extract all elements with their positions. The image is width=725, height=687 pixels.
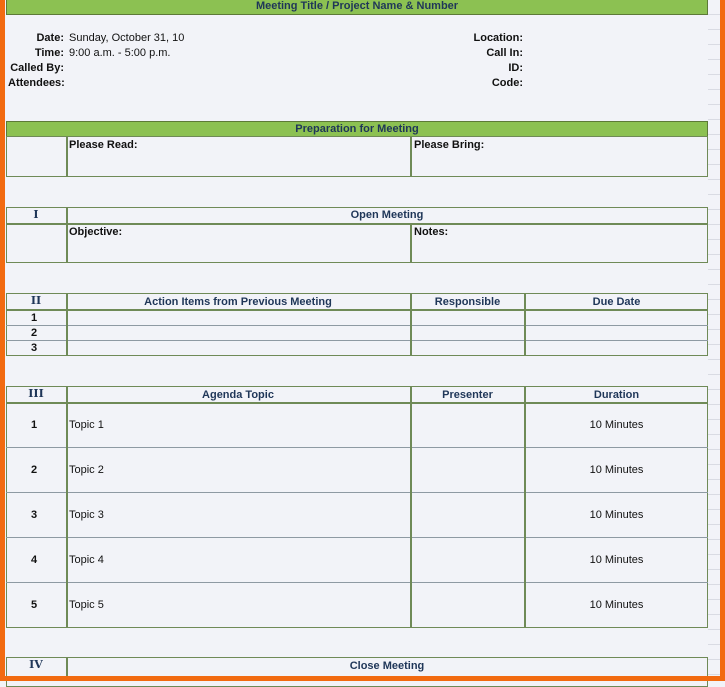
action-row-number: 2	[30, 327, 38, 339]
divider	[6, 223, 708, 225]
divider	[6, 309, 708, 311]
divider	[6, 447, 708, 448]
close-meeting-title: Close Meeting	[349, 660, 425, 672]
agenda-topic-column-header: Agenda Topic	[202, 389, 274, 401]
frame-border-right	[720, 0, 725, 681]
section-numeral-iv: IV	[29, 658, 43, 671]
meeting-title-bar	[6, 0, 708, 15]
frame-border-bottom	[0, 676, 725, 681]
duration-column-header: Duration	[593, 389, 640, 401]
divider	[6, 492, 708, 493]
divider	[410, 223, 412, 263]
notes-label: Notes:	[414, 226, 449, 238]
divider	[6, 582, 708, 583]
time-value: 9:00 a.m. - 5:00 p.m.	[69, 47, 171, 59]
id-label: ID:	[508, 62, 523, 74]
date-label: Date:	[36, 32, 64, 44]
agenda-row-number: 3	[30, 509, 38, 521]
agenda-duration: 10 Minutes	[589, 419, 644, 431]
agenda-topic: Topic 2	[69, 464, 104, 476]
preparation-header	[6, 121, 708, 137]
action-row-number: 1	[30, 312, 38, 324]
spreadsheet-gridlines	[708, 0, 720, 676]
frame-border-left	[0, 0, 5, 681]
agenda-duration: 10 Minutes	[589, 599, 644, 611]
attendees-label: Attendees:	[8, 77, 65, 89]
agenda-row-number: 4	[30, 554, 38, 566]
section-numeral-iii: III	[28, 387, 44, 400]
divider	[6, 402, 708, 404]
location-label: Location:	[473, 32, 523, 44]
presenter-column-header: Presenter	[442, 389, 493, 401]
agenda-duration: 10 Minutes	[589, 509, 644, 521]
due-date-column-header: Due Date	[592, 296, 641, 308]
agenda-duration: 10 Minutes	[589, 464, 644, 476]
divider	[6, 537, 708, 538]
section-numeral-ii: II	[30, 294, 42, 307]
code-label: Code:	[491, 77, 523, 89]
agenda-topic: Topic 5	[69, 599, 104, 611]
open-meeting-title: Open Meeting	[350, 209, 424, 221]
divider	[410, 136, 412, 177]
action-row-number: 3	[30, 342, 38, 354]
divider	[6, 325, 708, 326]
call-in-label: Call In:	[486, 47, 523, 59]
divider	[6, 340, 708, 341]
divider	[410, 386, 412, 628]
objective-label: Objective:	[69, 226, 123, 238]
action-items-column-header: Action Items from Previous Meeting	[144, 296, 332, 308]
time-label: Time:	[34, 47, 64, 59]
agenda-topic: Topic 1	[69, 419, 104, 431]
agenda-row-number: 1	[30, 419, 38, 431]
agenda-duration: 10 Minutes	[589, 554, 644, 566]
please-bring-label: Please Bring:	[414, 139, 485, 151]
meeting-title: Meeting Title / Project Name & Number	[255, 0, 459, 12]
responsible-column-header: Responsible	[434, 296, 501, 308]
preparation-title: Preparation for Meeting	[295, 123, 419, 135]
divider	[66, 386, 68, 628]
agenda-row-number: 2	[30, 464, 38, 476]
agenda-row-number: 5	[30, 599, 38, 611]
agenda-topic: Topic 4	[69, 554, 104, 566]
agenda-topic: Topic 3	[69, 509, 104, 521]
divider	[66, 136, 68, 177]
section-numeral-i: I	[33, 208, 39, 221]
date-value: Sunday, October 31, 10	[69, 32, 185, 44]
please-read-label: Please Read:	[69, 139, 138, 151]
called-by-label: Called By:	[10, 62, 64, 74]
